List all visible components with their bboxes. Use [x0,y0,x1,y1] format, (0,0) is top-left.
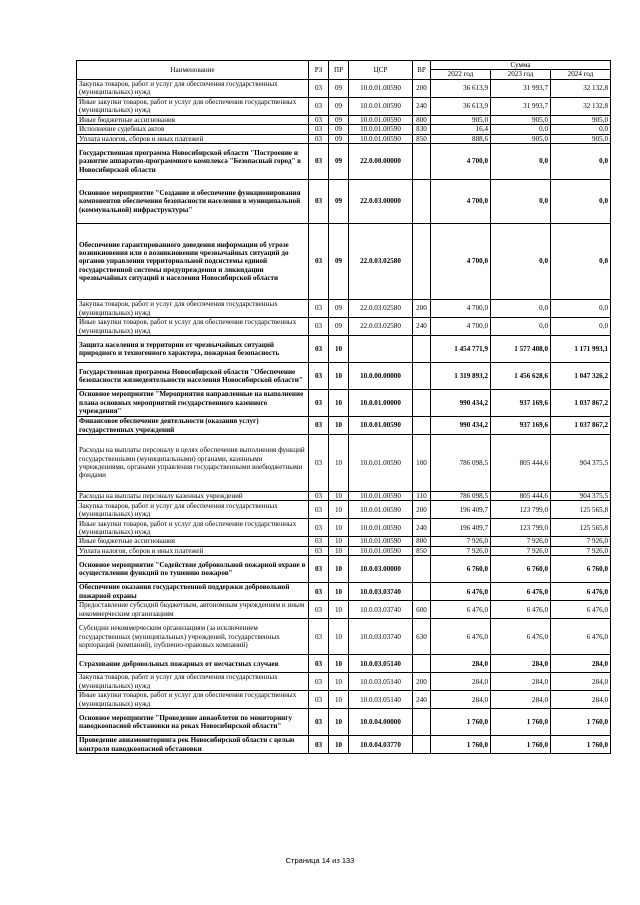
cell-csr: 10.0.01.00590 [349,125,413,134]
cell-csr: 22.0.03.02580 [349,224,413,300]
cell-csr: 10.0.01.00590 [349,546,413,555]
cell-pr: 09 [329,224,349,300]
cell-csr: 10.0.04.03770 [349,736,413,754]
cell-name: Защита населения и территории от чрезвычайных ситуаций природного и техногенного характера, пожарная безопасность [77,336,309,363]
col-header-2024: 2024 год [551,70,611,79]
cell-name: Уплата налогов, сборов и иных платежей [77,134,309,143]
table-row [77,583,611,601]
table-row [77,537,611,546]
cell-vr [413,417,431,435]
cell-2024: 1 037 867,2 [551,417,611,435]
cell-2022: 7 926,0 [431,537,491,546]
table-row [77,501,611,519]
table-row [77,134,611,143]
cell-csr: 10.0.01.00590 [349,134,413,143]
cell-rz: 03 [309,97,329,115]
budget-sheet [76,60,610,754]
cell-rz: 03 [309,300,329,318]
table-row [77,691,611,709]
cell-2023: 0,0 [491,224,551,300]
cell-pr: 10 [329,655,349,673]
budget-table [76,60,611,754]
col-header-vr: ВР [413,61,431,80]
cell-name: Финансовое обеспечение деятельности (оказания услуг) государственных учреждений [77,417,309,435]
cell-pr: 10 [329,583,349,601]
cell-csr: 10.0.03.05140 [349,673,413,691]
cell-csr: 10.0.01.00590 [349,435,413,492]
cell-csr: 10.0.03.03740 [349,619,413,655]
cell-name: Государственная программа Новосибирской области "Обеспечение безопасности жизнедеятельности населения Новосибирской области" [77,363,309,390]
cell-2023: 805 444,6 [491,492,551,501]
cell-vr [413,583,431,601]
table-row [77,492,611,501]
cell-pr: 10 [329,417,349,435]
cell-2023: 905,0 [491,134,551,143]
cell-2023: 1 760,0 [491,736,551,754]
cell-2022: 16,4 [431,125,491,134]
cell-pr: 10 [329,619,349,655]
cell-csr: 22.0.03.02580 [349,318,413,336]
cell-rz: 03 [309,691,329,709]
cell-name: Закупка товаров, работ и услуг для обеспечения государственных (муниципальных) нужд [77,300,309,318]
cell-2023: 7 926,0 [491,537,551,546]
cell-pr: 09 [329,79,349,97]
cell-2022: 4 700,0 [431,180,491,224]
cell-rz: 03 [309,363,329,390]
cell-name: Расходы на выплаты персоналу казенных учреждений [77,492,309,501]
cell-vr: 850 [413,546,431,555]
table-row [77,300,611,318]
col-header-name: Наименование [77,61,309,80]
cell-2022: 1 319 893,2 [431,363,491,390]
cell-rz: 03 [309,318,329,336]
table-row [77,390,611,417]
col-header-rz: РЗ [309,61,329,80]
cell-csr: 10.0.03.05140 [349,655,413,673]
cell-vr [413,556,431,583]
cell-rz: 03 [309,619,329,655]
header-row-top [77,61,611,70]
cell-name: Исполнение судебных актов [77,125,309,134]
cell-name: Основное мероприятие "Проведение авиаоблетов по мониторингу паводкоопасной обстановки на реках Новосибирской области" [77,709,309,736]
cell-pr: 09 [329,318,349,336]
cell-2023: 6 476,0 [491,601,551,619]
cell-2024: 32 132,8 [551,97,611,115]
cell-csr: 10.0.01.00590 [349,519,413,537]
col-header-sum: Сумма [431,61,611,70]
cell-rz: 03 [309,134,329,143]
cell-2024: 905,0 [551,134,611,143]
cell-rz: 03 [309,537,329,546]
table-row [77,601,611,619]
cell-2022: 6 476,0 [431,583,491,601]
cell-2022: 36 613,9 [431,79,491,97]
cell-name: Основное мероприятие "Содействие добровольной пожарной охране в осуществлении функций по тушению пожаров" [77,556,309,583]
cell-vr [413,336,431,363]
cell-name: Расходы на выплаты персоналу в целях обеспечения выполнения функций государственными (муниципальными) органами, казенными учреждениями, органами управления государственными внебюджетными фондами [77,435,309,492]
cell-rz: 03 [309,546,329,555]
cell-vr: 800 [413,537,431,546]
cell-2023: 7 926,0 [491,546,551,555]
cell-vr: 600 [413,601,431,619]
cell-name: Основное мероприятие "Мероприятия направленные на выполнение плана основных мероприятий государственного казенного учреждения" [77,390,309,417]
table-row [77,655,611,673]
cell-vr: 200 [413,79,431,97]
cell-name: Субсидии некоммерческим организациям (за исключением государственных (муниципальных) учреждений, государственных корпораций (компаний), публично-правовых компаний) [77,619,309,655]
cell-2022: 4 700,0 [431,318,491,336]
cell-csr: 10.0.00.00000 [349,363,413,390]
cell-rz: 03 [309,435,329,492]
cell-rz: 03 [309,709,329,736]
cell-pr: 10 [329,537,349,546]
cell-2024: 905,0 [551,115,611,124]
cell-2024: 1 047 326,2 [551,363,611,390]
cell-pr: 09 [329,300,349,318]
cell-2022: 6 760,0 [431,556,491,583]
cell-2023: 0,0 [491,300,551,318]
cell-rz: 03 [309,115,329,124]
cell-2023: 31 993,7 [491,79,551,97]
cell-name: Закупка товаров, работ и услуг для обеспечения государственных (муниципальных) нужд [77,501,309,519]
table-row [77,709,611,736]
cell-pr: 09 [329,134,349,143]
cell-name: Иные бюджетные ассигнования [77,115,309,124]
cell-2024: 904 375,5 [551,435,611,492]
cell-2024: 1 171 993,1 [551,336,611,363]
cell-2022: 4 700,0 [431,144,491,180]
cell-2024: 1 760,0 [551,736,611,754]
cell-2024: 7 926,0 [551,537,611,546]
cell-vr [413,363,431,390]
cell-2024: 125 565,8 [551,519,611,537]
cell-2023: 0,0 [491,144,551,180]
cell-pr: 10 [329,546,349,555]
cell-name: Иные закупки товаров, работ и услуг для обеспечения государственных (муниципальных) нужд [77,97,309,115]
cell-csr: 10.0.03.03740 [349,583,413,601]
cell-rz: 03 [309,79,329,97]
cell-pr: 10 [329,691,349,709]
cell-csr: 10.0.01.00590 [349,417,413,435]
cell-name: Иные бюджетные ассигнования [77,537,309,546]
cell-rz: 03 [309,655,329,673]
cell-2022: 284,0 [431,691,491,709]
cell-csr [349,336,413,363]
cell-vr: 850 [413,134,431,143]
cell-2023: 937 169,6 [491,417,551,435]
col-header-2022: 2022 год [431,70,491,79]
col-header-csr: ЦСР [349,61,413,80]
cell-2023: 0,0 [491,125,551,134]
cell-pr: 10 [329,363,349,390]
cell-2022: 1 760,0 [431,736,491,754]
table-row [77,736,611,754]
cell-rz: 03 [309,224,329,300]
cell-vr [413,736,431,754]
cell-2024: 7 926,0 [551,546,611,555]
cell-2023: 1 577 408,0 [491,336,551,363]
cell-name: Уплата налогов, сборов и иных платежей [77,546,309,555]
cell-pr: 09 [329,125,349,134]
table-row [77,417,611,435]
cell-2024: 0,0 [551,144,611,180]
cell-csr: 22.0.03.02580 [349,300,413,318]
cell-2023: 1 760,0 [491,709,551,736]
cell-name: Предоставление субсидий бюджетным, автономным учреждениям и иным некоммерческим организациям [77,601,309,619]
cell-name: Иные закупки товаров, работ и услуг для обеспечения государственных (муниципальных) нужд [77,519,309,537]
cell-name: Проведение авиамониторинга рек Новосибирской области с целью контроля паводкоопасной обстановки [77,736,309,754]
cell-name: Иные закупки товаров, работ и услуг для обеспечения государственных (муниципальных) нужд [77,318,309,336]
cell-rz: 03 [309,180,329,224]
cell-2022: 786 098,5 [431,435,491,492]
table-row [77,519,611,537]
cell-2024: 904 375,5 [551,492,611,501]
cell-vr [413,180,431,224]
cell-2024: 1 760,0 [551,709,611,736]
cell-rz: 03 [309,556,329,583]
cell-vr: 100 [413,435,431,492]
budget-body [77,79,611,753]
table-row [77,435,611,492]
cell-rz: 03 [309,519,329,537]
cell-2023: 0,0 [491,180,551,224]
cell-2023: 937 169,6 [491,390,551,417]
cell-csr: 10.0.01.00590 [349,537,413,546]
cell-2023: 905,0 [491,115,551,124]
cell-pr: 10 [329,336,349,363]
cell-2022: 4 700,0 [431,224,491,300]
cell-csr: 22.0.00.00000 [349,144,413,180]
table-row [77,224,611,300]
cell-2023: 6 760,0 [491,556,551,583]
cell-vr [413,144,431,180]
table-row [77,673,611,691]
table-row [77,97,611,115]
cell-2022: 990 434,2 [431,417,491,435]
cell-2023: 123 799,0 [491,519,551,537]
cell-rz: 03 [309,736,329,754]
cell-2022: 905,0 [431,115,491,124]
cell-2023: 123 799,0 [491,501,551,519]
cell-2024: 284,0 [551,655,611,673]
cell-pr: 10 [329,390,349,417]
cell-2022: 284,0 [431,655,491,673]
cell-name: Закупка товаров, работ и услуг для обеспечения государственных (муниципальных) нужд [77,79,309,97]
table-row [77,180,611,224]
cell-name: Страхование добровольных пожарных от несчастных случаев [77,655,309,673]
table-row [77,546,611,555]
cell-2024: 0,0 [551,318,611,336]
cell-2022: 6 476,0 [431,601,491,619]
cell-2024: 125 565,8 [551,501,611,519]
cell-2023: 284,0 [491,691,551,709]
cell-2022: 196 409,7 [431,501,491,519]
cell-vr [413,655,431,673]
cell-csr: 22.0.03.00000 [349,180,413,224]
table-row [77,556,611,583]
cell-pr: 10 [329,519,349,537]
table-row [77,336,611,363]
cell-pr: 10 [329,601,349,619]
cell-vr [413,224,431,300]
cell-vr [413,709,431,736]
cell-2023: 284,0 [491,655,551,673]
cell-2024: 284,0 [551,673,611,691]
col-header-2023: 2023 год [491,70,551,79]
cell-2023: 6 476,0 [491,619,551,655]
cell-vr: 800 [413,115,431,124]
cell-csr: 10.0.03.03740 [349,601,413,619]
cell-rz: 03 [309,673,329,691]
cell-csr: 10.0.01.00590 [349,492,413,501]
cell-csr: 10.0.01.00590 [349,501,413,519]
cell-2024: 32 132,8 [551,79,611,97]
table-row [77,318,611,336]
cell-pr: 09 [329,115,349,124]
cell-2022: 36 613,9 [431,97,491,115]
cell-csr: 10.0.01.00590 [349,115,413,124]
cell-2022: 6 476,0 [431,619,491,655]
table-row [77,79,611,97]
cell-vr: 240 [413,318,431,336]
cell-vr: 200 [413,673,431,691]
cell-2024: 0,0 [551,224,611,300]
cell-2023: 805 444,6 [491,435,551,492]
cell-csr: 10.0.04.00000 [349,709,413,736]
cell-rz: 03 [309,583,329,601]
cell-pr: 10 [329,673,349,691]
cell-csr: 10.0.01.00590 [349,97,413,115]
cell-2024: 1 037 867,2 [551,390,611,417]
cell-name: Иные закупки товаров, работ и услуг для обеспечения государственных (муниципальных) нужд [77,691,309,709]
cell-2024: 0,0 [551,180,611,224]
cell-2023: 284,0 [491,673,551,691]
cell-rz: 03 [309,390,329,417]
cell-2022: 284,0 [431,673,491,691]
cell-2024: 0,0 [551,300,611,318]
cell-name: Обеспечение оказания государственной поддержки добровольной пожарной охраны [77,583,309,601]
cell-vr: 200 [413,501,431,519]
cell-2024: 6 476,0 [551,583,611,601]
cell-vr [413,390,431,417]
table-row [77,125,611,134]
cell-csr: 10.0.03.05140 [349,691,413,709]
cell-rz: 03 [309,336,329,363]
table-row [77,144,611,180]
cell-pr: 10 [329,709,349,736]
col-header-pr: ПР [329,61,349,80]
cell-vr: 240 [413,97,431,115]
cell-rz: 03 [309,144,329,180]
cell-csr: 10.0.03.00000 [349,556,413,583]
cell-2023: 6 476,0 [491,583,551,601]
cell-2022: 990 434,2 [431,390,491,417]
cell-pr: 10 [329,435,349,492]
cell-2022: 786 098,5 [431,492,491,501]
cell-2022: 1 760,0 [431,709,491,736]
cell-pr: 10 [329,556,349,583]
table-row [77,115,611,124]
cell-pr: 09 [329,97,349,115]
cell-pr: 09 [329,144,349,180]
cell-vr: 830 [413,125,431,134]
table-row [77,363,611,390]
cell-2024: 0,0 [551,125,611,134]
cell-vr: 110 [413,492,431,501]
cell-vr: 200 [413,300,431,318]
cell-vr: 240 [413,691,431,709]
cell-2022: 1 454 771,9 [431,336,491,363]
cell-pr: 09 [329,180,349,224]
cell-rz: 03 [309,125,329,134]
cell-2022: 888,6 [431,134,491,143]
cell-csr: 10.0.01.00590 [349,79,413,97]
cell-rz: 03 [309,501,329,519]
cell-rz: 03 [309,601,329,619]
cell-pr: 10 [329,501,349,519]
cell-2022: 4 700,0 [431,300,491,318]
cell-2024: 284,0 [551,691,611,709]
cell-2022: 196 409,7 [431,519,491,537]
cell-name: Основное мероприятие "Создание и обеспечение функционирования компонентов обеспечения безопасности населения в муниципальной (коммунальной) инфраструктуры" [77,180,309,224]
cell-csr: 10.0.01.00000 [349,390,413,417]
cell-rz: 03 [309,492,329,501]
cell-2022: 7 926,0 [431,546,491,555]
cell-2023: 0,0 [491,318,551,336]
cell-2024: 6 760,0 [551,556,611,583]
cell-2023: 31 993,7 [491,97,551,115]
cell-pr: 10 [329,492,349,501]
page-number: Страница 14 из 133 [285,856,355,865]
cell-name: Обеспечение гарантированного доведения информации об угрозе возникновения или о возникновении чрезвычайных ситуаций до органов управления территориальной подсистемы единой государственной системы предупреждения и ликвидации чрезвычайных ситуаций и населения Новосибирской области [77,224,309,300]
cell-2024: 6 476,0 [551,601,611,619]
cell-pr: 10 [329,736,349,754]
cell-2023: 1 456 628,6 [491,363,551,390]
cell-2024: 6 476,0 [551,619,611,655]
cell-name: Государственная программа Новосибирской области "Построение и развитие аппаратно-программного комплекса "Безопасный город" в Новосибирской области [77,144,309,180]
cell-vr: 240 [413,519,431,537]
table-row [77,619,611,655]
cell-rz: 03 [309,417,329,435]
cell-name: Закупка товаров, работ и услуг для обеспечения государственных (муниципальных) нужд [77,673,309,691]
cell-vr: 630 [413,619,431,655]
